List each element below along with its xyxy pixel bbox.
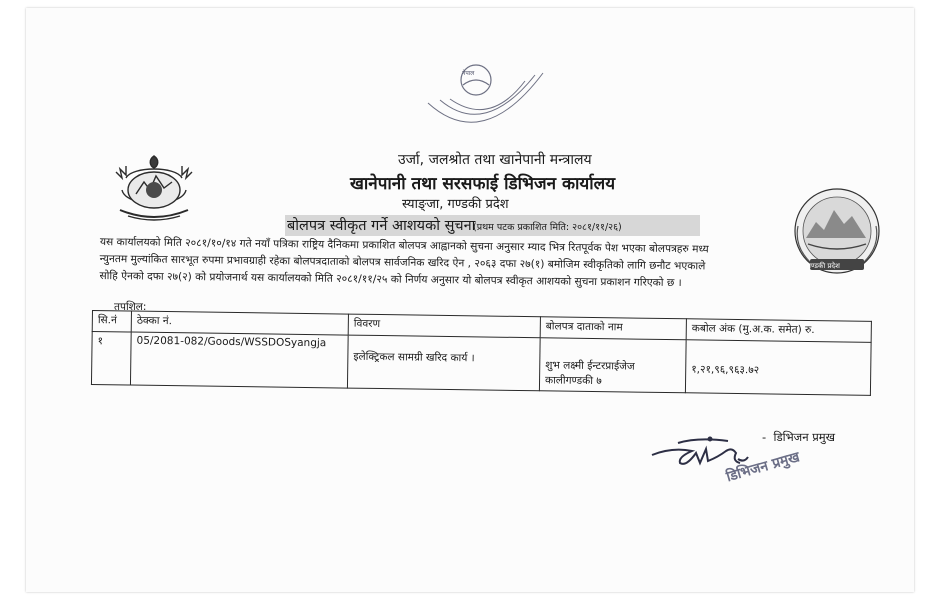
signatory-title: - डिभिजन प्रमुख [762,430,836,444]
cell-contract-no: 05/2081-082/Goods/WSSDOSyangja [130,332,348,388]
province-logo-label: गण्डकी प्रदेश [807,262,840,270]
body-line: सोहि ऐनको दफा २७(२) को प्रयोजनार्थ यस कार्यालयको मिति २०८१/११/२५ को निर्णय अनुसार यो बोलपत्र स्वीकृत आशयको सुचना प्रकाशन गरिएको छ । [99,269,682,290]
nepal-emblem-logo [108,150,200,230]
cell-description: इलेक्ट्रिकल सामग्री खरिद कार्य । [347,335,540,391]
award-table [91,310,872,396]
office-name: खानेपानी तथा सरसफाई डिभिजन कार्यालय [350,174,616,194]
col-header-bidder: बोलपत्र दाताको नाम [540,317,686,340]
col-header-amount: कबोल अंक (मु.अ.क. समेत) रु. [686,319,871,343]
office-stamp [418,55,548,155]
body-line: यस कार्यालयको मिति २०८१/१०/१४ गते नयाँ पत्रिका राष्ट्रिय दैनिकमा प्रकाशित बोलपत्र आह्वानको सुचना अनुसार म्याद भित्र रितपूर्वक पेश भएका बोलपत्रहरु मध्य [99,235,709,256]
cell-sn: १ [91,332,131,386]
first-publication-date: (प्रथम पटक प्रकाशित मिति: २०८१/११/२६) [473,222,622,233]
table-row [91,332,871,396]
col-header-sn: सि.नं [92,311,131,333]
bidder-name: शुभ लक्ष्मी ईन्टरप्राईजेज [545,359,635,373]
bidder-address: कालीगण्डकी ७ [544,374,602,388]
dash-mark: - [762,430,774,444]
body-line: न्युनतम मुल्यांकित सारभूत रुपमा प्रभावग्राही रहेका बोलपत्रदाताको बोलपत्र सार्वजनिक खरिद ऐन , २०६३ दफा २७(१) बमोजिम स्वीकृतिको लागि छनौट भएकाले [99,252,706,273]
cell-amount: १,२१,९६,९६३.७२ [685,340,871,396]
col-header-description: विवरण [348,314,540,338]
cell-bidder [539,338,686,393]
notice-title: बोलपत्र स्वीकृत गर्ने आशयको सुचना [287,218,476,234]
notice-body [99,234,890,295]
details-label: तपशिल: [114,301,147,313]
col-header-contract: ठेक्का नं. [131,311,348,335]
ministry-name: उर्जा, जलश्रोत तथा खानेपानी मन्त्रालय [398,152,592,168]
signatory-stamp: डिभिजन प्रमुख [724,449,802,486]
office-location: स्याङ्जा, गण्डकी प्रदेश [402,197,509,212]
svg-text:नेपाल: नेपाल [462,70,475,77]
